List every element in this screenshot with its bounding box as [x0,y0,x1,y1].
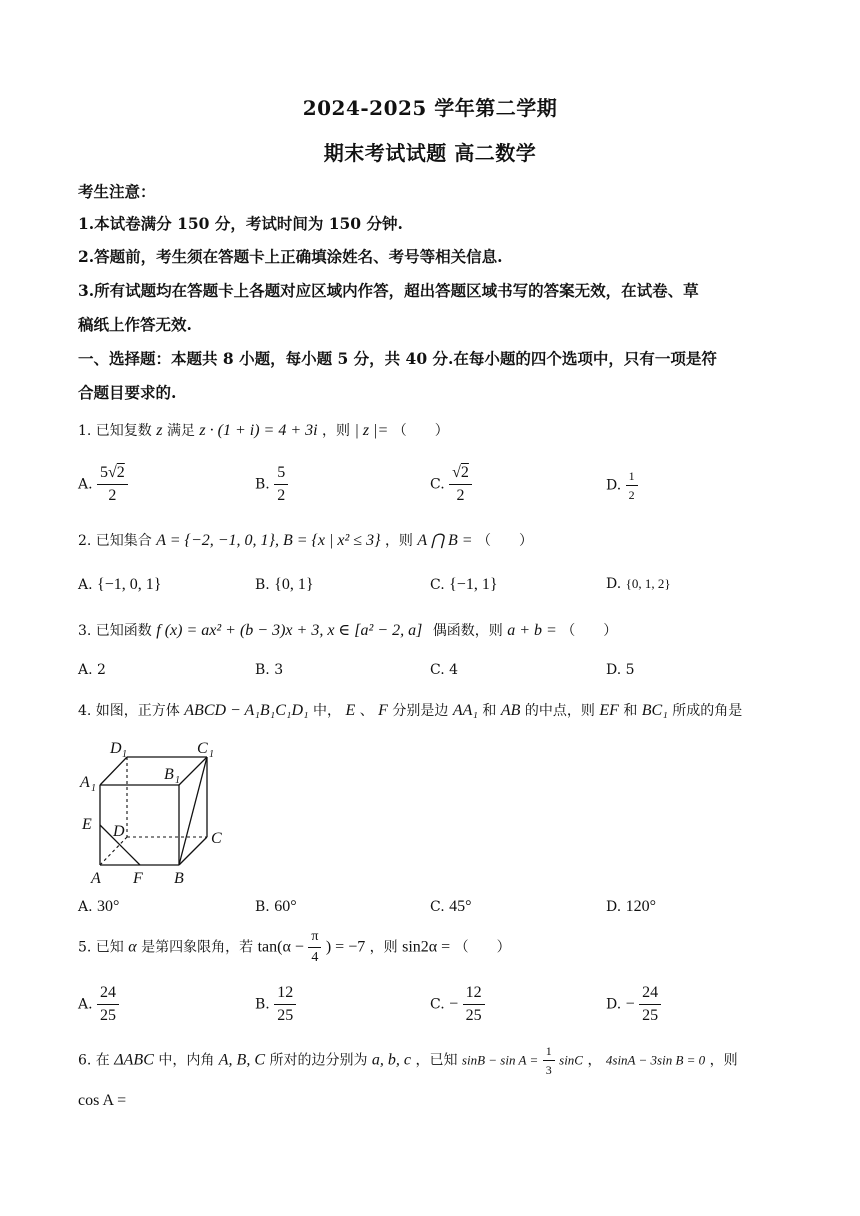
q2-option-c [430,576,498,594]
q4-option-c [430,898,472,916]
q1-b-den: 2 [277,487,286,504]
q3-option-a-label: A. [78,662,93,678]
q5-option-c-fraction [463,985,485,1024]
q6-sides: a, b, c [371,1051,412,1069]
label-c1: C [197,740,208,757]
q4-segment-ef: EF [599,702,619,719]
q6-text-6: ，则 [709,1052,738,1069]
q2-option-a [78,576,161,594]
q5-text-1: 5. 已知 [78,939,124,956]
q5-option-d-fraction [639,985,661,1024]
q4-text-7: 所成的角是 [672,703,743,719]
q1-option-d [606,470,638,501]
q1-option-b-label: B. [255,476,270,493]
q6-triangle: ΔABC [114,1051,154,1069]
q1-option-b [255,465,288,504]
q2-text-1: 2. 已知集合 [78,533,152,549]
q1-text-3: ，则 [322,423,351,439]
q5-pi: π [308,930,321,948]
q3-option-b-value: 3 [274,662,284,678]
q4-edge-ab: AB [500,702,521,719]
q4-segment-bc1: BC₁ [641,702,668,719]
q5-pi-over-4 [308,930,321,965]
label-c1-sub: 1 [209,749,214,760]
q1-option-c-label: C. [430,476,445,493]
q2-option-d [606,576,671,592]
q2-option-d-value: {0, 1, 2} [625,576,671,591]
q4-option-d-value: 120° [625,898,657,915]
q4-option-b-value: 60° [274,898,297,915]
q5-text-2: 是第四象限角，若 [141,939,254,956]
q5-b-den: 25 [277,1007,294,1024]
label-b1: B [164,766,174,783]
q3-option-b [255,662,283,678]
q5-tan-pre: tan(α − [257,938,304,956]
q4-option-a-label: A. [78,899,93,915]
q3-option-c-value: 4 [449,662,459,678]
q4-cube: ABCD − A₁B₁C₁D₁ [184,702,309,719]
label-a1: A [80,774,90,791]
q1-option-a-label: A. [78,476,93,493]
q5-b-num: 12 [274,985,296,1005]
q1-text-1: 1. 已知复数 [78,423,152,439]
q2-option-b [255,576,314,594]
q1-option-c [430,465,472,504]
section-1-line-2: 合题目要求的. [78,383,177,402]
q4-point-f: F [378,702,388,719]
question-5 [78,930,511,965]
q5-option-c [430,985,485,1024]
label-e: E [82,816,92,833]
q5-sin2a: sin2α = [402,938,451,956]
question-6 [78,1045,738,1076]
q5-option-b-label: B. [255,996,270,1013]
label-f: F [133,870,143,887]
question-3 [78,620,617,640]
q1-c-den: 2 [456,487,465,504]
q4-option-a-value: 30° [97,898,120,915]
q2-sets: A = {−2, −1, 0, 1}, B = {x | x² ≤ 3} [156,532,381,549]
q2-option-a-label: A. [78,577,93,593]
q1-a-coef: 5 [100,464,109,481]
q6-text-1: 6. 在 [78,1052,110,1069]
label-a1-sub: 1 [91,783,96,794]
q4-option-d-label: D. [606,899,622,915]
q1-equation: z · (1 + i) = 4 + 3i [199,422,318,439]
q5-option-d-label: D. [606,996,622,1013]
q1-b-num: 5 [274,465,288,485]
label-b: B [174,870,184,887]
q3-option-c-label: C. [430,662,445,678]
title-line-2: 期末考试试题 高二数学 [323,141,537,165]
q6-cos-a: cos A = [78,1092,127,1109]
q5-a-den: 25 [100,1007,117,1024]
q4-text-5: 的中点，则 [524,703,595,719]
q3-sum: a + b = [507,622,557,639]
q6-one-third [543,1045,555,1076]
question-2 [78,530,533,550]
q5-alpha: α [128,938,137,956]
q1-a-radicand: 2 [116,464,125,481]
q5-option-b-fraction [274,985,296,1024]
q4-point-e: E [345,702,356,719]
q5-tan-post: ) = −7 [325,938,366,956]
q6-eq1-left: sinB − sin A = [461,1052,539,1068]
q5-option-a-fraction [97,985,119,1024]
q1-a-den: 2 [108,487,117,504]
label-d1-sub: 1 [122,749,127,760]
q5-d-sign: − [625,995,635,1013]
q6-eq2: 4sinA − 3sin B = 0 [605,1052,706,1068]
q1-option-b-fraction [274,465,288,504]
q3-text-2: 偶函数，则 [432,623,503,639]
q3-option-a [78,662,106,678]
q4-option-d [606,898,656,916]
q5-four: 4 [311,950,319,965]
q6-cos-line [78,1092,126,1110]
q2-intersection: A ⋂ B = [417,532,473,549]
q3-option-b-label: B. [255,662,270,678]
q5-d-den: 25 [642,1007,659,1024]
q1-option-d-label: D. [606,477,622,494]
notice-item-3-line-2: 稿纸上作答无效. [78,315,192,334]
q4-text-6: 和 [623,703,638,719]
label-d: D [113,823,125,840]
q5-c-den: 25 [465,1007,482,1024]
q1-option-c-fraction: $\frac{√2}{2}$ [449,465,472,504]
q5-option-a [78,985,119,1024]
section-1-line-1: 一、选择题：本题共 8 小题，每小题 5 分，共 40 分.在每小题的四个选项中，只有一项是符 [78,349,717,368]
q5-d-num: 24 [639,985,661,1005]
q4-option-b [255,898,297,916]
q1-option-a [78,465,128,504]
q4-text-2: 中， [313,703,342,719]
q6-text-4: ，已知 [415,1052,458,1069]
q1-var-z: z [156,422,163,439]
q2-option-d-label: D. [606,576,622,592]
q3-option-d-value: 5 [625,662,635,678]
edge-a1-d1 [100,757,127,785]
q6-text-3: 所对的边分别为 [269,1052,368,1069]
q2-blank: （ ） [477,533,534,549]
q3-option-d-label: D. [606,662,622,678]
question-1 [78,420,449,440]
hidden-edge-a-d [100,837,127,865]
label-a: A [91,870,101,887]
q2-text-2: ，则 [384,533,413,549]
q3-option-a-value: 2 [97,662,106,678]
q2-option-c-value: {−1, 1} [449,576,498,593]
notice-item-1: 1.本试卷满分 150 分，考试时间为 150 分钟. [78,214,403,233]
q4-option-c-label: C. [430,899,445,915]
q2-option-b-label: B. [255,577,270,593]
title-line-1: 2024-2025 学年第二学期 [302,96,558,120]
q6-three: 3 [545,1063,552,1077]
q6-text-5: ， [587,1052,602,1069]
q2-option-c-label: C. [430,577,445,593]
q4-text-3: 分别是边 [392,703,449,719]
label-b1-sub: 1 [175,775,180,786]
q5-text-3: ，则 [369,939,398,956]
q5-option-b [255,985,296,1024]
label-d1: D [110,740,122,757]
segment-bc1 [179,757,207,865]
q3-text-1: 3. 已知函数 [78,623,152,639]
q5-c-num: 12 [463,985,485,1005]
q5-option-d [606,985,661,1024]
q5-a-num: 24 [97,985,119,1005]
q4-option-b-label: B. [255,899,270,915]
q4-edge-aa1: AA₁ [452,702,478,719]
q2-option-b-value: {0, 1} [274,576,314,593]
q1-blank: （ ） [392,423,449,439]
q1-abs-z: | z |= [354,422,389,439]
q5-option-a-label: A. [78,996,93,1013]
q4-text-4: 和 [482,703,497,719]
q1-option-d-fraction [626,470,638,501]
q1-d-num: 1 [626,470,638,486]
q3-option-d [606,662,635,678]
q3-option-c [430,662,458,678]
q6-angles: A, B, C [218,1051,265,1069]
notice-item-3-line-1: 3.所有试题均在答题卡上各题对应区域内作答，超出答题区域书写的答案无效，在试卷、草 [78,281,699,300]
q1-text-2: 满足 [166,423,195,439]
notice-item-2: 2.答题前，考生须在答题卡上正确填涂姓名、考号等相关信息. [78,247,503,266]
q3-function: f (x) = ax² + (b − 3)x + 3, x ∈ [a² − 2, a] [156,622,423,639]
q3-blank: （ ） [561,623,618,639]
label-c: C [211,830,222,847]
q6-eq1-right: sinC [559,1052,583,1068]
q2-option-a-value: {−1, 0, 1} [97,576,162,593]
q5-blank: （ ） [454,939,511,956]
q1-d-den: 2 [628,488,635,502]
q6-text-2: 中，内角 [158,1052,215,1069]
notice-heading: 考生注意： [78,182,156,201]
q1-c-radicand: 2 [460,464,469,481]
q5-c-sign: − [449,995,459,1013]
q4-option-a [78,898,119,916]
q4-sep: 、 [359,703,374,719]
q1-option-a-fraction: $\frac{5√2}{2}$ [97,465,128,504]
q5-option-c-label: C. [430,996,445,1013]
cube-figure [72,732,242,892]
question-4 [78,700,742,720]
q6-one: 1 [543,1045,555,1061]
q4-text-1: 4. 如图，正方体 [78,703,180,719]
q4-option-c-value: 45° [449,898,472,915]
